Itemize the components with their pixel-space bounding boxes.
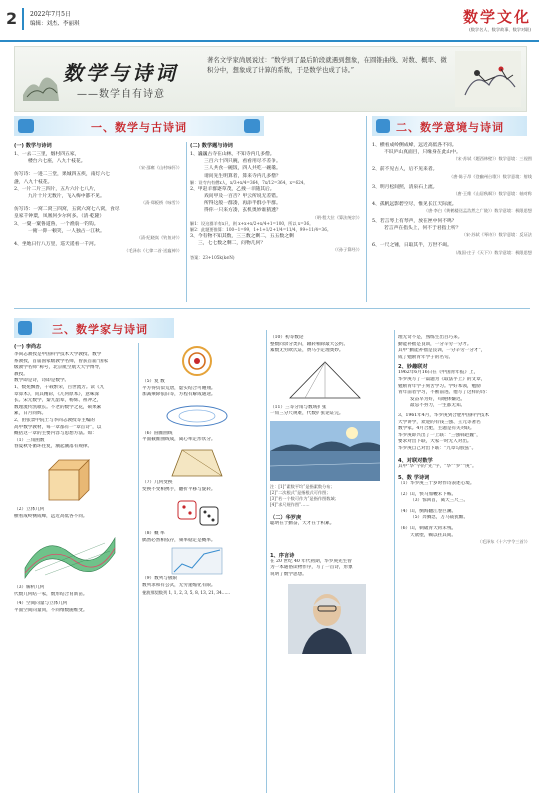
part1-title: (一) 数学与诗词 [14,143,52,149]
footnote: 注：[1]“素数平均”是指素数分布； [270,483,335,489]
book-icon [376,119,390,133]
subsection-title: 2、妙趣联对 [398,364,428,371]
header-divider [22,8,24,30]
subsection-title: 1、序言诗 [270,552,295,559]
text-line: 平面空间向量同，不同维数随维变。 [14,607,88,613]
text-line: 一角三分尺规难，代数扩张论证完。 [270,411,344,417]
text-line: （2）立体几何 [14,506,45,512]
column-divider [266,330,267,793]
text-line: 成了勉励青年学子的名句。 [398,354,454,360]
column-subtitle: (数学名人、数学故事、数学对联) [469,27,531,32]
answer: 答案：23+105k(k∈N) [190,255,235,261]
text-line: 李尚志教授是中国科学技术大学教授、数学 [14,352,102,357]
text-line: 3、1961年4月，华罗庚到合肥中国科学技术 [398,412,490,418]
issue-date: 2022年7月5日 [30,11,71,18]
person-hua-luogeng: （二）华罗庚 [270,514,302,521]
text-line: （6）圆锥曲线 [142,430,173,436]
poem-source: （毛泽东《七律二首·送瘟神》） [124,248,182,254]
poem-line: 仿写诗：一窝二窝三四窝，五窝六窝七八窝，食尽 [14,207,120,213]
text-line: 2、由张景中院士与李尚志教授等主编的 [14,417,96,423]
subsection-title: 4、对联对数学 [398,457,433,464]
triangle-diagram [270,358,380,402]
footnote: [2]“二次根式”是指根式可作图； [270,489,331,495]
editors: 编辑：刘杰、李丽琪 [30,21,80,27]
poem-line: 若言声在指头上，何不于君指上听？ [384,226,461,232]
text-line: 偶然必然相依存，频率稳定是概率。 [142,537,216,543]
text-line: 数学家。4月合肥，主题是有关对联。 [398,426,475,432]
section3-col1 [14,343,134,614]
poem-list [14,151,182,254]
poem-line: 2、甲赶羊群逐草茂，乙拽一羊随其后。 [190,186,275,192]
text-line: （4）山，倒海翻江卷巨澜。 [398,508,457,514]
text-line: （4）空间向量与立体几何 [14,601,68,607]
section1-part1 [14,142,182,254]
poem-line: 1、横看成岭侧成峰，远近高低各不同。 [372,143,457,148]
poem-line: 戏问甲及一百否？甲云所说无差错。 [204,194,281,200]
column-divider [138,343,139,793]
text-line: 最忌不努力，一生都无知。 [410,403,466,409]
section2-bar [372,116,527,136]
page-number: 2 [6,9,18,28]
banner-subtitle: ——数学自有诗意 [77,89,165,100]
text-line: 其中“华”字的“先”字，“华”“罗”“庚”。 [398,463,477,469]
poem-line: 3、一窠一窠鲁道鲁，一个渔翁一钓钩。 [14,221,99,227]
text-line: 在 20 世纪 40 年代初期，华罗庚先生曾 [270,558,352,564]
banner-ink-painting [21,57,61,103]
poem-line: 皇家千钟粟，凤凰何少尔何多。（清·乾隆） [14,214,105,220]
column-title: 数学文化 [462,8,531,26]
column-divider [186,142,187,302]
banner-cranes [455,51,521,107]
footnote: [3]“若一个数可作为”是指作图数域； [270,495,339,501]
text-line: 素数无穷欧氏证，费马小定理奥妙。 [270,348,344,354]
text-line: 春夏秋冬循环往复，潮起潮落有规律。 [14,444,93,450]
poem-line: 得你一只来方凑，玄机奥妙谁猜透？ [204,208,281,214]
banner-title: 数学与诗词 [63,61,178,85]
section3-col2 [142,343,262,596]
text-line: （1）三角函数 [14,437,45,443]
poem-source: （宋·邵雍《山村咏怀》） [136,165,182,171]
text-line: 数学即是诗，诗即是数学。 [14,378,70,384]
section3-title: 三、数学家与诗词 [52,323,148,336]
poem-source: （毛泽东《十六字令三首》） [477,539,530,545]
poem-line: 4、坐地日行八万里，巡天遥看一千河。 [14,242,99,248]
text-line: 天欲堕，赖以拄其间。 [410,532,456,538]
poem-line: 三百六十四只碗，看看用尽不差争。 [204,159,281,165]
person-li-shangzhi: (一) 李尚志 [14,344,42,350]
geometry-illustration [142,446,252,480]
text-line: 理无奇不是，熟练生出百巧来。 [398,335,463,340]
text-line: （5）奔腾急，万马战犹酣。 [410,515,469,521]
poem-source: （明·程大位《算法统宗》） [312,214,362,220]
text-line: 1、数苑飘香，千载繁荣，百世流芳。读《九 [14,384,105,390]
solution: 解1：设这群羊有x只，则 x+x+x/2+x/4+1=100，所以 x=36。 [190,220,314,226]
text-line: 平面截锥曲线成，离心率定形状分。 [142,437,216,443]
poem-line: 所得这般一群凑，再添半群小半群。 [204,201,281,207]
text-line: （8）概 率 [142,531,165,537]
text-line: 青年前者学习，不断前进。他写了这样的诗： [398,390,490,396]
text-line: 1962年6月16日在《中国青年报》上， [398,370,479,376]
subsection-title: 5、数 学诗词 [398,475,430,482]
poem-line: 九片十片无数片，飞入梅中都不见。 [28,194,105,200]
book-icon [18,119,34,133]
column-divider [394,330,395,793]
text-line: （6）山，刺破青天锷未残。 [398,526,457,532]
poem-line: 不识庐山真面目，只缘身在此山中。 [384,150,461,156]
poem-line: 3、今有物不知其数，三三数之剩二，五五数之剩 [190,233,294,239]
text-line: 大学讲学，欢迎的有钱三强、王元等著名 [398,419,481,425]
poem-line: 盏，八九十枝花。 [14,179,53,185]
section-divider [14,308,530,309]
text-line: （3）解析几何 [14,585,45,591]
text-line: 平方得负似荒唐，虚实结合可翱翔。 [142,385,216,391]
col1-text [14,352,134,451]
solution: 解：设寺内有僧x人，x/3+x/4=364，7x/12=364，x=624。 [190,179,308,185]
section2-content [372,142,532,256]
poem-source: （清·郑板桥《咏雪》） [140,200,182,206]
poem-line: 2、一片二片三四片，五片六片七八片， [14,186,99,192]
text-line: （2）山，快马加鞭未下鞍。 [398,491,457,497]
text-line: 斐波那契数列 1, 1, 2, 3, 5, 8, 13, 21, 34…… [142,589,231,595]
text-line: 勉励青年学子刻苦学习。学好本领，勉励 [398,383,481,389]
text-line: 数理流传凯歌长。不老的数学之花，硕果累 [14,404,102,410]
text-line: 系教授，首届国家级教学名师，曾获首届“国家 [14,358,109,364]
text-line: 华罗庚即兴出了一上联：“三强韩赵魏”， [398,432,481,438]
text-line: 为一本通俗读物作序，写了一首诗，形象 [270,565,353,571]
poem-line: 5、若言琴上有琴声，放在匣中何不鸣？ [372,219,457,225]
poem-line: 1、一去二三里，烟村四五家， [14,152,80,157]
text-line: 横看成岭侧成峰，远近高低各不同。 [14,513,88,519]
text-line: （11）三等分角与数域扩张 [270,404,327,410]
poem-source: （《孙子算经》） [332,247,362,253]
poem-line: 三人共食一碗饭，四人共吃一碗羹。 [204,166,281,172]
text-line: 其中“勤能补拙是良训，一分辛劳一分才”， [398,348,486,354]
text-line: （1）华罗庚三十岁时作诗表述心境。 [398,481,475,487]
sequence-illustration [142,546,252,576]
poem-line: 楼台六七座，八九十枝花。 [28,159,86,165]
section3-col4 [398,335,530,545]
landscape-photo [270,421,380,481]
poem-line: 2、前不见古人，后不见来者。 [372,167,438,173]
section3-bar [14,318,174,338]
column-divider [366,116,367,302]
poem-line: 仿写诗：一进二三堂，果城四五疾，南灯六七 [14,172,110,178]
section2-title: 二、数学意境与诗词 [396,121,504,134]
text-line: 长。宋元数学，秦九韶辈，杨辉、祖冲之， [14,398,102,404]
surface-plot-illustration [20,523,120,583]
banner [14,46,527,112]
poem-source: （唐·陈子昂《登幽州台歌》）数学意境：射线 [449,173,532,179]
ellipse-illustration [142,401,252,431]
book-icon [244,119,260,133]
text-line: 教授。 [14,371,28,377]
text-line: （10）初等数论 [270,335,304,340]
section1-title: 一、数学与古诗词 [91,121,187,134]
text-line: 变换不变相携手，翻折平移与旋转。 [142,486,216,492]
poem-line: 一俯一仰一顿笑，一人独占一江秋。 [28,228,105,234]
text-line: 华罗庚自己对出下联：“九章勾股弦”。 [398,445,477,451]
text-line: 勤能补拙是良训，一分辛劳一分才。 [398,341,472,347]
text-line: 概括这一章的主要内容与思想方法。如： [14,431,97,437]
text-line: 华罗庚写了一篇题为《取法乎上》的文章， [398,376,486,382]
text-line: 发奋早为好，苟晚休嫌迟。 [410,396,466,402]
text-line: （9）数列与极限 [142,576,178,582]
poem-source: （宋·苏轼《题西林壁》）数学意境：三视图 [453,156,532,162]
poem-line: 3、明月松间照，清泉石上流。 [372,184,438,190]
spiral-illustration [142,343,252,379]
poem-line: 4、孤帆远影碧空尽，惟见长江天际流。 [372,201,457,207]
section3-col3 [270,335,390,654]
poem-source: （宋·苏轼《琴诗》）数学意境：反证法 [461,232,532,238]
poem-source: （清·纪晓岚《钓鱼诗》） [136,235,182,241]
text-line: （3）惊回首，离天三尺三。 [410,498,469,504]
text-line: 聪明在于勤奋，天才在于积累。 [270,520,335,526]
page-header [0,0,539,42]
text-line: 说明了数学思想。 [270,571,307,577]
cube-illustration [34,455,104,505]
section1-part2 [190,142,362,261]
text-line: （7）几何变换 [142,479,173,485]
text-line: 章算术》，问其精彩，《几何原本》，意味深 [14,391,99,397]
problem-list [190,151,362,261]
banner-quote: 著名文学家尚展说过：“数学到了最后阶段就遇到想象，在圆锥曲线、对数、概率、微积分中，想象成了计算的系数，于是数学也成了诗。” [207,56,447,74]
poem-source: （唐·王维《山居秋暝》）数学意境：轴对称 [453,190,532,196]
text-line: （5）复 数 [142,379,165,384]
poem-line: 请问先生明算者，算来寺内几多僧？ [204,173,281,179]
text-line: 代数几何结一家，数形结合育新苗。 [14,591,88,597]
part2-title: (二) 数学题与诗词 [190,143,233,149]
dice-illustration [142,495,252,531]
section1-bar [14,116,264,136]
poem-line: 1、巍巍古寺在山林，不知寺内几多僧。 [190,152,275,157]
poem-line: 6、一尺之锤，日取其半，万世不竭。 [372,243,452,249]
text-line: 累，日月同辉。 [14,411,47,417]
text-line: 级教学名师”称号，北京航空航天大学博导， [14,365,104,371]
text-line: 高中数学教材，每一章都有一“章首诗”，以 [14,424,102,430]
poem-source: （唐·李白《黄鹤楼送孟浩然之广陵》）数学意境：极限思想 [423,208,532,214]
poem-line: 三，七七数之剩二，问物几何？ [198,240,266,246]
text-line: 加减乘除依旧等，方程有解成通途。 [142,392,216,398]
poem-source: （战国·庄子《天下》）数学意境：极限思想 [453,249,532,255]
footnote: [4]“求尺规作图”…… [270,501,310,507]
portrait-photo [288,584,366,654]
text-line: 要求对出下联，大家一时无人对出。 [398,439,472,445]
text-line: 数列求和有公式，无穷递缩化有限。 [142,582,216,588]
poem-list [372,142,532,256]
solution: 解2：此题要推算：100−1=99，1+1+1/2+1/4=11/4，99÷11/4=36。 [190,226,332,232]
text-line: 整数同余分类归，辗转相除最大公约。 [270,341,349,347]
